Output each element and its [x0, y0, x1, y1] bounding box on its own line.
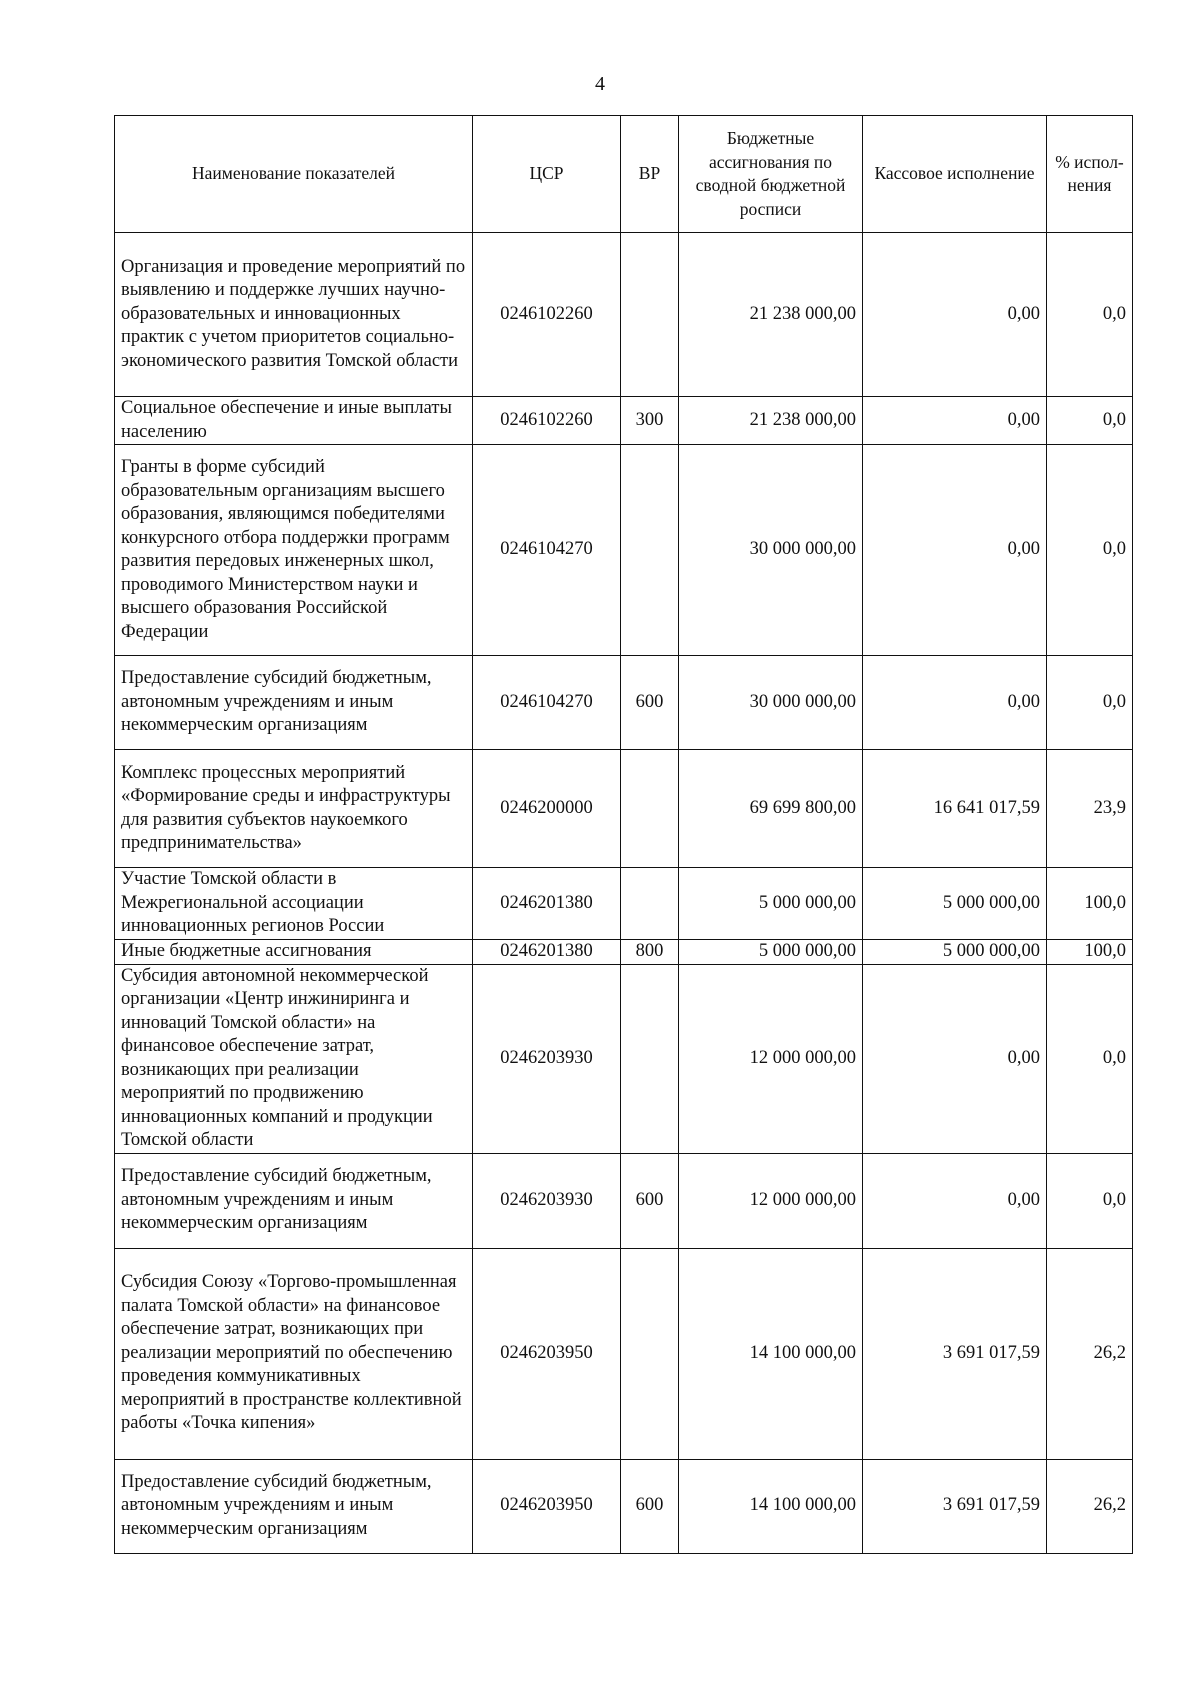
row-vr	[621, 1248, 679, 1459]
row-name: Иные бюджетные ассигнования	[115, 940, 473, 965]
row-name: Предоставление субсидий бюджетным, автономным учреждениям и иным некоммерческим организациям	[115, 656, 473, 750]
row-cash: 5 000 000,00	[863, 940, 1047, 965]
row-cash: 0,00	[863, 397, 1047, 445]
row-percent: 100,0	[1047, 940, 1133, 965]
row-csr: 0246201380	[473, 940, 621, 965]
row-vr: 800	[621, 940, 679, 965]
table-row	[115, 1153, 1133, 1248]
row-vr	[621, 964, 679, 1153]
row-csr: 0246203950	[473, 1248, 621, 1459]
header-name: Наименование показателей	[115, 116, 473, 233]
row-csr: 0246102260	[473, 233, 621, 397]
row-csr: 0246104270	[473, 445, 621, 656]
row-csr: 0246201380	[473, 868, 621, 940]
row-name: Субсидия Союзу «Торгово-промышленная палата Томской области» на финансовое обеспечение затрат, возникающих при реализации мероприятий по обеспечению проведения коммуникативных мероприятий в пространстве коллективной работы «Точка кипения»	[115, 1248, 473, 1459]
row-name: Предоставление субсидий бюджетным, автономным учреждениям и иным некоммерческим организациям	[115, 1459, 473, 1553]
row-cash: 3 691 017,59	[863, 1459, 1047, 1553]
row-budget: 21 238 000,00	[679, 233, 863, 397]
header-percent: % испол-нения	[1047, 116, 1133, 233]
row-budget: 69 699 800,00	[679, 750, 863, 868]
row-budget: 5 000 000,00	[679, 868, 863, 940]
row-budget: 14 100 000,00	[679, 1248, 863, 1459]
table-row	[115, 1248, 1133, 1459]
table-row	[115, 1459, 1133, 1553]
row-vr	[621, 233, 679, 397]
row-name: Социальное обеспечение и иные выплаты населению	[115, 397, 473, 445]
row-vr: 600	[621, 1459, 679, 1553]
row-percent: 23,9	[1047, 750, 1133, 868]
row-csr: 0246203930	[473, 1153, 621, 1248]
row-cash: 5 000 000,00	[863, 868, 1047, 940]
table-row	[115, 445, 1133, 656]
table-row	[115, 940, 1133, 965]
table-row	[115, 656, 1133, 750]
row-name: Участие Томской области в Межрегиональной ассоциации инновационных регионов России	[115, 868, 473, 940]
row-name: Субсидия автономной некоммерческой организации «Центр инжиниринга и инноваций Томской области» на финансовое обеспечение затрат, возникающих при реализации мероприятий по продвижению инновационных компаний и продукции Томской области	[115, 964, 473, 1153]
row-budget: 12 000 000,00	[679, 964, 863, 1153]
table-row	[115, 233, 1133, 397]
row-budget: 21 238 000,00	[679, 397, 863, 445]
row-percent: 0,0	[1047, 656, 1133, 750]
row-cash: 0,00	[863, 233, 1047, 397]
row-budget: 12 000 000,00	[679, 1153, 863, 1248]
header-cash: Кассовое исполнение	[863, 116, 1047, 233]
row-budget: 30 000 000,00	[679, 656, 863, 750]
row-budget: 14 100 000,00	[679, 1459, 863, 1553]
row-vr	[621, 750, 679, 868]
row-csr: 0246102260	[473, 397, 621, 445]
row-csr: 0246200000	[473, 750, 621, 868]
row-percent: 0,0	[1047, 445, 1133, 656]
row-cash: 3 691 017,59	[863, 1248, 1047, 1459]
row-vr	[621, 445, 679, 656]
header-vr: ВР	[621, 116, 679, 233]
row-vr: 600	[621, 1153, 679, 1248]
page-number: 4	[595, 73, 605, 95]
row-percent: 26,2	[1047, 1248, 1133, 1459]
row-cash: 0,00	[863, 1153, 1047, 1248]
row-cash: 0,00	[863, 656, 1047, 750]
row-cash: 0,00	[863, 445, 1047, 656]
row-budget: 30 000 000,00	[679, 445, 863, 656]
table-row	[115, 750, 1133, 868]
table-row	[115, 868, 1133, 940]
row-percent: 100,0	[1047, 868, 1133, 940]
table-row	[115, 964, 1133, 1153]
row-csr: 0246203950	[473, 1459, 621, 1553]
row-name: Комплекс процессных мероприятий «Формирование среды и инфраструктуры для развития субъектов наукоемкого предпринимательства»	[115, 750, 473, 868]
row-percent: 0,0	[1047, 1153, 1133, 1248]
table-row	[115, 397, 1133, 445]
row-vr	[621, 868, 679, 940]
row-csr: 0246104270	[473, 656, 621, 750]
header-budget: Бюджетные ассигнования по сводной бюджетной росписи	[679, 116, 863, 233]
row-percent: 26,2	[1047, 1459, 1133, 1553]
header-csr: ЦСР	[473, 116, 621, 233]
row-percent: 0,0	[1047, 233, 1133, 397]
row-percent: 0,0	[1047, 397, 1133, 445]
row-name: Предоставление субсидий бюджетным, автономным учреждениям и иным некоммерческим организациям	[115, 1153, 473, 1248]
row-name: Организация и проведение мероприятий по выявлению и поддержке лучших научно-образовательных и инновационных практик с учетом приоритетов социально-экономического развития Томской области	[115, 233, 473, 397]
header-row	[115, 116, 1133, 233]
row-cash: 0,00	[863, 964, 1047, 1153]
budget-execution-table	[114, 115, 1133, 1554]
row-cash: 16 641 017,59	[863, 750, 1047, 868]
row-percent: 0,0	[1047, 964, 1133, 1153]
row-vr: 300	[621, 397, 679, 445]
row-csr: 0246203930	[473, 964, 621, 1153]
row-vr: 600	[621, 656, 679, 750]
row-budget: 5 000 000,00	[679, 940, 863, 965]
row-name: Гранты в форме субсидий образовательным организациям высшего образования, являющимся победителями конкурсного отбора поддержки программ развития передовых инженерных школ, проводимого Министерством науки и высшего образования Российской Федерации	[115, 445, 473, 656]
